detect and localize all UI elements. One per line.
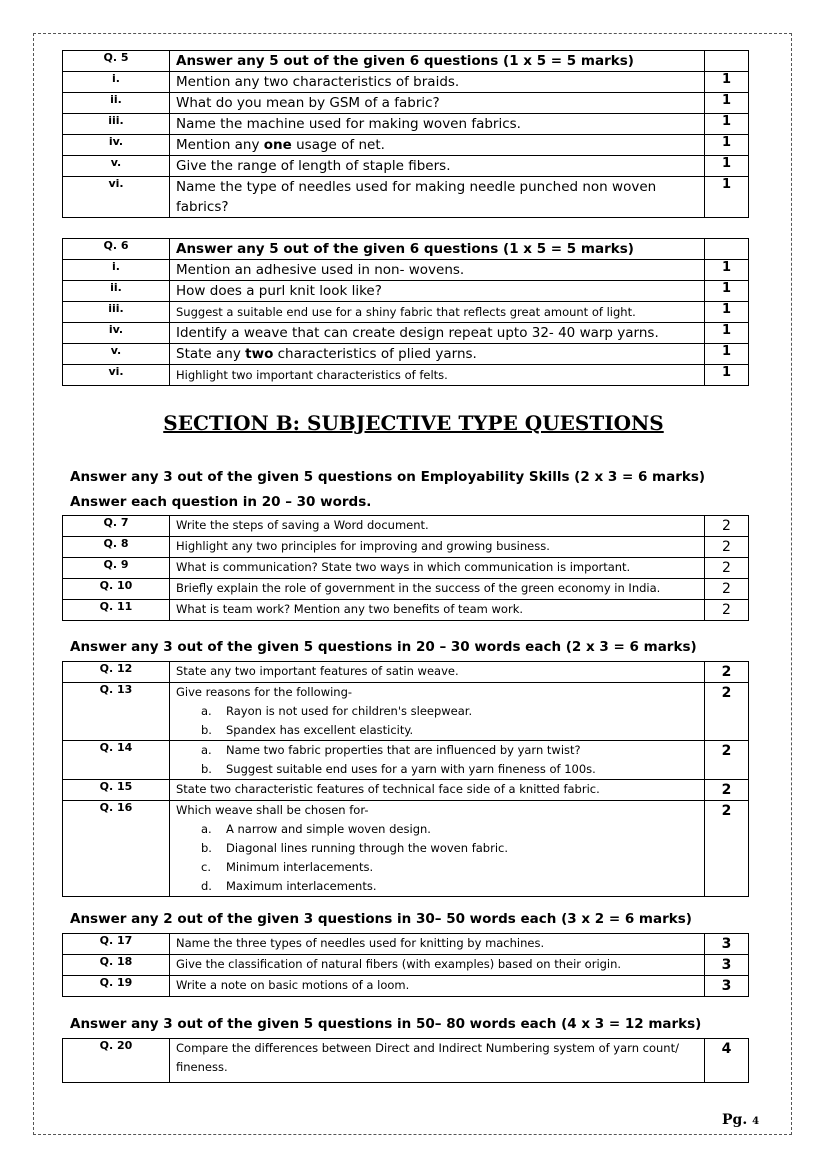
table-row (63, 239, 749, 260)
question-number: Q. 6 (63, 239, 170, 260)
table-row: i. Mention any two characteristics of braids. 1 (63, 72, 749, 93)
table-row: ii. How does a purl knit look like? 1 (63, 281, 749, 302)
short-answer-table (62, 661, 749, 897)
section-header: Answer any 5 out of the given 6 questions (1 x 5 = 5 marks) (170, 239, 705, 260)
table-row: Q. 15 State two characteristic features of technical face side of a knitted fabric. 2 (63, 780, 749, 801)
table-row: Q. 13 Give reasons for the following- a. Rayon is not used for children's sleepwear. b. Spandex has excellent elasticity. 2 (63, 683, 749, 741)
table-row: Q. 10 Briefly explain the role of government in the success of the green economy in India. 2 (63, 579, 749, 600)
table-row: Q. 8 Highlight any two principles for improving and growing business. 2 (63, 537, 749, 558)
table-row (63, 51, 749, 72)
instruction: Answer any 3 out of the given 5 questions in 50– 80 words each (4 x 3 = 12 marks) (70, 1016, 702, 1032)
table-row: vi. Highlight two important characteristics of felts. 1 (63, 365, 749, 386)
table-row: Q. 9 What is communication? State two ways in which communication is important. 2 (63, 558, 749, 579)
section-header: Answer any 5 out of the given 6 questions (1 x 5 = 5 marks) (170, 51, 705, 72)
table-row: Q. 11 What is team work? Mention any two benefits of team work. 2 (63, 600, 749, 621)
table-row: v. Give the range of length of staple fibers. 1 (63, 156, 749, 177)
table-row: iv. Mention any one usage of net. 1 (63, 135, 749, 156)
page-number: Pg. 4 (722, 1112, 760, 1128)
instruction: Answer each question in 20 – 30 words. (70, 494, 372, 510)
question-number: Q. 5 (63, 51, 170, 72)
employability-table (62, 515, 749, 621)
table-row: Q. 17 Name the three types of needles used for knitting by machines. 3 (63, 934, 749, 955)
table-row: i. Mention an adhesive used in non- wovens. 1 (63, 260, 749, 281)
table-row: Q. 20 Compare the differences between Direct and Indirect Numbering system of yarn count/ fineness. 4 (63, 1039, 749, 1083)
instruction: Answer any 2 out of the given 3 questions in 30– 50 words each (3 x 2 = 6 marks) (70, 911, 692, 927)
table-row: Q. 18 Give the classification of natural fibers (with examples) based on their origin. 3 (63, 955, 749, 976)
table-row: Q. 12 State any two important features of satin weave. 2 (63, 662, 749, 683)
section-b-title: SECTION B: SUBJECTIVE TYPE QUESTIONS (163, 411, 664, 435)
q5-table (62, 50, 749, 218)
table-row: ii. What do you mean by GSM of a fabric? 1 (63, 93, 749, 114)
four-mark-table (62, 1038, 749, 1083)
q6-table (62, 238, 749, 386)
table-row: iii. Suggest a suitable end use for a shiny fabric that reflects great amount of light. 1 (63, 302, 749, 323)
table-row: iv. Identify a weave that can create design repeat upto 32- 40 warp yarns. 1 (63, 323, 749, 344)
table-row: vi. Name the type of needles used for making needle punched non woven fabrics? 1 (63, 177, 749, 218)
table-row: Q. 19 Write a note on basic motions of a loom. 3 (63, 976, 749, 997)
instruction: Answer any 3 out of the given 5 questions in 20 – 30 words each (2 x 3 = 6 marks) (70, 639, 697, 655)
three-mark-table (62, 933, 749, 997)
table-row: Q. 16 Which weave shall be chosen for- a. A narrow and simple woven design. b. Diagonal lines running through the woven fabric. c. Minimum interlacements. d. Maximum interlacements. 2 (63, 801, 749, 897)
instruction: Answer any 3 out of the given 5 questions on Employability Skills (2 x 3 = 6 marks) (70, 469, 706, 485)
table-row: v. State any two characteristics of plied yarns. 1 (63, 344, 749, 365)
table-row: iii. Name the machine used for making woven fabrics. 1 (63, 114, 749, 135)
table-row: Q. 7 Write the steps of saving a Word document. 2 (63, 516, 749, 537)
table-row: Q. 14 a. Name two fabric properties that are influenced by yarn twist? b. Suggest suitable end uses for a yarn with yarn fineness of 100s. 2 (63, 741, 749, 780)
